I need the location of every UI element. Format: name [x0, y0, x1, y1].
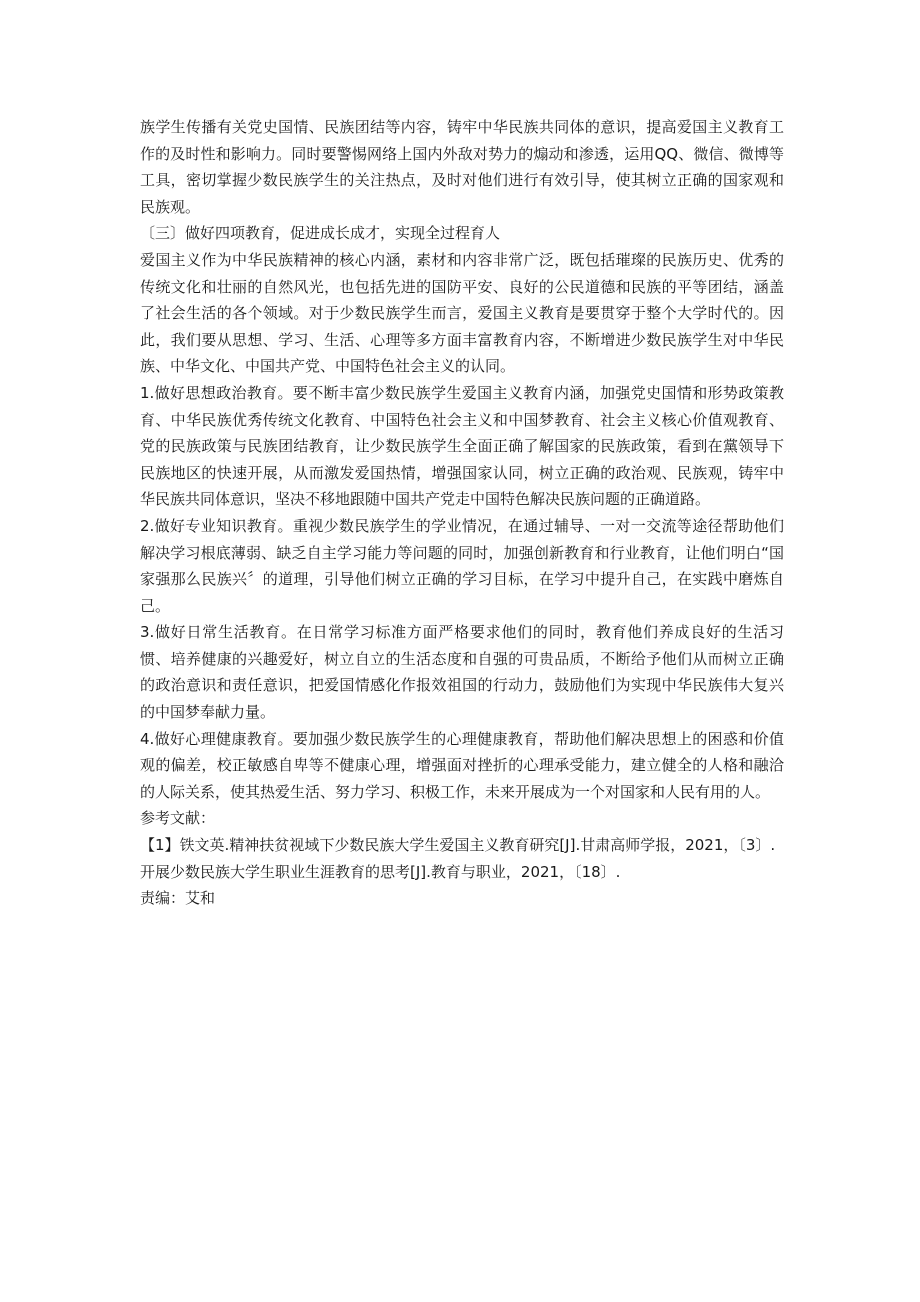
paragraph-item-4: 4.做好心理健康教育。要加强少数民族学生的心理健康教育，帮助他们解决思想上的困惑和价值观的偏差，校正敏感自卑等不健康心理，增强面对挫折的心理承受能力，建立健全的人格和融洽的人际关系，使其热爱生活、努力学习、积极工作，未来开展成为一个对国家和人民有用的人。 — [140, 729, 784, 801]
section-heading: 〔三〕做好四项教育，促进成长成才，实现全过程育人 — [140, 224, 501, 243]
paragraph-item-3: 3.做好日常生活教育。在日常学习标准方面严格要求他们的同时，教育他们养成良好的生活习惯、培养健康的兴趣爱好，树立自立的生活态度和自强的可贵品质，不断给予他们从而树立正确的政治意识和责任意识，把爱国情感化作报效祖国的行动力，鼓励他们为实现中华民族伟大复兴的中国梦奉献力量。 — [140, 623, 784, 722]
paragraph-intro: 族学生传播有关党史国情、民族团结等内容，铸牢中华民族共同体的意识，提高爱国主义教育工作的及时性和影响力。同时要警惕网络上国内外敌对势力的煽动和渗透，运用QQ、微信、微博等工具，密切掌握少数民族学生的关注热点，及时对他们进行有效引导，使其树立正确的国家观和民族观。 — [140, 118, 784, 216]
editor-credit: 责编：艾和 — [140, 889, 216, 908]
paragraph-item-2: 2.做好专业知识教育。重视少数民族学生的学业情况，在通过辅导、一对一交流等途径帮助他们解决学习根底薄弱、缺乏自主学习能力等问题的同时，加强创新教育和行业教育，让他们明白“国家强那么民族兴〞的道理，引导他们树立正确的学习目标，在学习中提升自己，在实践中磨炼自己。 — [140, 516, 784, 615]
reference-item: 开展少数民族大学生职业生涯教育的思考[J].教育与职业，2021，〔18〕. — [140, 862, 621, 881]
reference-item: 【1】铁文英.精神扶贫视域下少数民族大学生爱国主义教育研究[J].甘肃高师学报，2021，〔3〕. — [140, 836, 776, 855]
paragraph-patriotism: 爱国主义作为中华民族精神的核心内涵，素材和内容非常广泛，既包括璀璨的民族历史、优秀的传统文化和壮丽的自然风光，也包括先进的国防平安、良好的公民道德和民族的平等团结，涵盖了社会生活的各个领域。对于少数民族学生而言，爱国主义教育是要贯穿于整个大学时代的。因此，我们要从思想、学习、生活、心理等多方面丰富教育内容，不断增进少数民族学生对中华民族、中华文化、中国共产党、中国特色社会主义的认同。 — [140, 250, 784, 376]
references-section — [140, 805, 784, 911]
document-body — [140, 114, 784, 912]
references-heading: 参考文献： — [140, 809, 216, 828]
paragraph-item-1: 1.做好思想政治教育。要不断丰富少数民族学生爱国主义教育内涵，加强党史国情和形势政策教育、中华民族优秀传统文化教育、中国特色社会主义和中国梦教育、社会主义核心价值观教育、党的民族政策与民族团结教育，让少数民族学生全面正确了解国家的民族政策，看到在黨领导下民族地区的快速开展，从而激发爱国热情，增强国家认同，树立正确的政治观、民族观，铸牢中华民族共同体意识，坚决不移地跟随中国共产党走中国特色解决民族问题的正确道路。 — [140, 383, 784, 509]
